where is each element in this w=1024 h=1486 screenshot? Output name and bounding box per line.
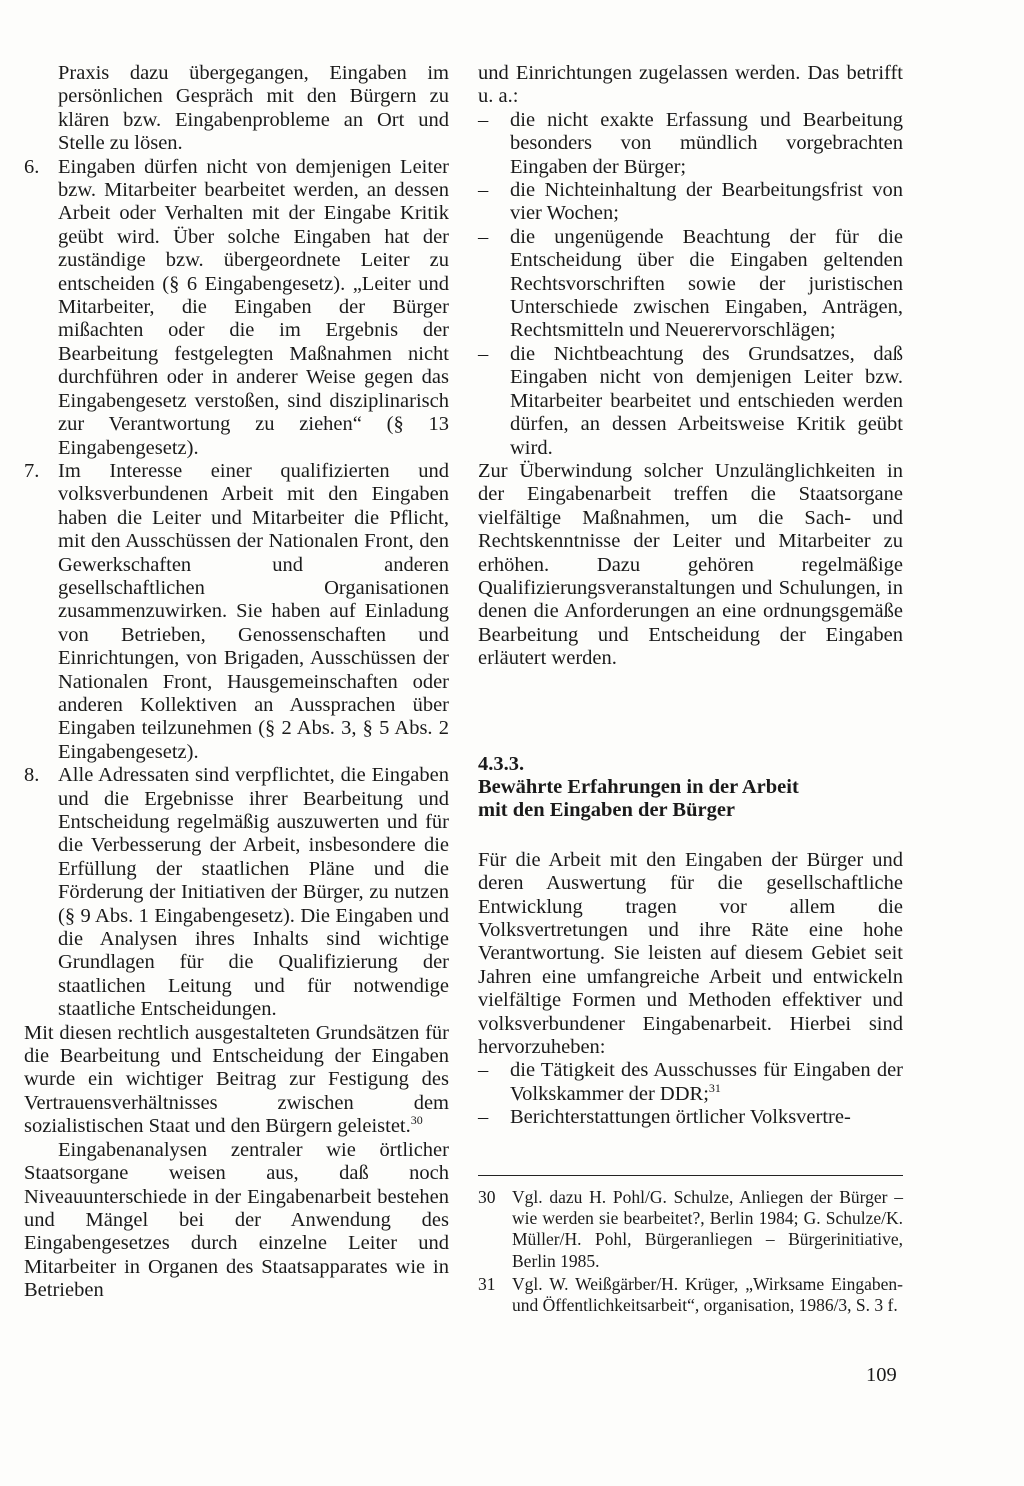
dash-mark: – [478,108,489,131]
section-number: 4.3.3. [478,752,525,775]
footnote-ref[interactable]: 31 [708,1080,721,1095]
continued-text: Praxis dazu übergegangen, Eingaben im persönlichen Gespräch mit den Bürgern zu klären bzw. Eingabenprobleme an Ort und Stelle zu lösen. [58,62,449,155]
list-item [478,179,903,226]
list-item-number: 6. [24,155,40,178]
list-item [478,226,903,343]
list-item [24,156,449,460]
list-item-text: die Nichtbeachtung des Grundsatzes, daß Eingaben nicht von demjenigen Leiter bzw. Mitarbeiter bearbeitet und entschieden werden dürfen, an dessen Arbeitsweise Kritik geübt wird. [510,342,903,459]
footnote-number: 31 [478,1273,496,1294]
footnote-text: Vgl. dazu H. Pohl/G. Schulze, Anliegen der Bürger – wie werden sie bearbeitet?, Berlin 1984; G. Schulze/K. Müller/H. Pohl, Bürgeranliegen – Bürgerinitiative, Berlin 1985. [512,1187,903,1271]
section-title-line: Bewährte Erfahrungen in der Arbeit [478,775,799,798]
continued-text: und Einrichtungen zugelassen werden. Das betrifft u. a.: [478,62,903,108]
footnote [478,1274,903,1316]
list-item-number: 7. [24,459,40,482]
paragraph-text: Mit diesen rechtlich ausgestalteten Grundsätzen für die Bearbeitung und Entscheidung der Eingaben wurde ein wichtiger Beitrag zur Festigung des Vertrauensverhältnisses zwischen dem sozialistischen Staat und den Bürgern geleistet. [24,1021,449,1138]
paragraph [24,1022,449,1139]
page-number: 109 [866,1364,897,1386]
dash-mark: – [478,1059,489,1082]
footnote [478,1187,903,1272]
footnote-number: 30 [478,1187,496,1207]
list-item-text: Alle Adressaten sind verpflichtet, die Eingaben und die Ergebnisse ihrer Bearbeitung und Entscheidung regelmäßig auszuwerten und für die Verbesserung der Arbeit, insbesondere die Erfüllung der staatlichen Pläne und die Förderung der Initiativen der Bürger, zu nutzen (§ 9 Abs. 1 Eingabengesetz). Die Eingaben und die Analysen ihres Inhalts sind wichtige Grundlagen für die Qualifizierung der staatlichen Leitung und für notwendige staatliche Entscheidungen. [58,764,449,1021]
paragraph: Eingabenanalysen zentraler wie örtlicher Staatsorgane weisen aus, daß noch Niveauunterschiede in der Eingabenarbeit bestehen und Mängel bei der Anwendung des Eingabengesetzes durch einzelne Leiter und Mitarbeiter in Organen des Staatsapparates wie in Betrieben [24,1138,449,1302]
paragraph: Zur Überwindung solcher Unzulänglichkeiten in der Eingabenarbeit treffen die Staatsorgane vielfältige Maßnahmen, um die Sach- und Rechtskenntnisse der Leiter und Mitarbeiter zu erhöhen. Dazu gehören regelmäßige Qualifizierungsveranstaltungen und Schulungen, in denen die Anforderungen an eine ordnungsgemäße Bearbeitung und Entscheidung der Eingaben erläutert werden. [478,459,903,670]
dash-mark: – [478,179,489,202]
list-item [478,343,903,460]
spacer [478,823,903,849]
footnote-text: Vgl. W. Weißgärber/H. Krüger, „Wirksame Eingaben- und Öffentlichkeitsarbeit“, organisation, 1986/3, S. 3 f. [512,1273,903,1316]
section-title [478,776,903,823]
footnotes [478,1187,903,1318]
list-item-text: Eingaben dürfen nicht von demjenigen Leiter bzw. Mitarbeiter bearbeitet werden, an dessen Arbeit oder Verhalten mit der Eingabe Kritik geübt wird. Über solche Eingaben hat der zuständige bzw. übergeordnete Leiter zu entscheiden (§ 6 Eingabengesetz). „Leiter und Mitarbeiter, die Eingaben der Bürger mißachten oder die im Ergebnis der Bearbeitung festgelegten Maßnahmen nicht durchführen oder in anderer Weise gegen das Eingabengesetz verstoßen, sind disziplinarisch zur Verantwortung zu ziehen“ (§ 13 Eingabengesetz). [58,155,449,459]
dash-mark: – [478,342,489,365]
list-item [478,1106,903,1129]
list-item-text: Berichterstattungen örtlicher Volksvertre- [510,1106,851,1129]
list-item [24,460,449,764]
list-item-text: die ungenügende Beachtung der für die Entscheidung über die Eingaben geltenden Rechtsvorschriften sowie der juristischen Unterschiede zwischen Eingaben, Anträgen, Rechtsmitteln und Neuerervorschlägen; [510,225,903,342]
right-column [478,62,903,1130]
list-item-text: die Nichteinhaltung der Bearbeitungsfrist von vier Wochen; [510,179,903,225]
footnote-ref[interactable]: 30 [410,1113,423,1128]
spacer [478,671,903,753]
section-title-line: mit den Eingaben der Bürger [478,799,736,822]
list-item [478,109,903,179]
left-column [24,62,449,1303]
dash-mark: – [478,225,489,248]
list-item-text: die nicht exakte Erfassung und Bearbeitung besonders von mündlich vorgebrachten Eingaben der Bürger; [510,108,903,178]
footnote-divider [478,1175,903,1176]
dash-mark: – [478,1106,489,1129]
list-item [478,1059,903,1106]
list-item-number: 8. [24,764,40,787]
paragraph: Für die Arbeit mit den Eingaben der Bürger und deren Auswertung für die gesellschaftliche Entwicklung tragen vor allem die Volksvertretungen und ihre Räte eine hohe Verantwortung. Sie leisten auf diesem Gebiet seit Jahren eine umfangreiche Arbeit und entwickeln vielfältige Formen und Methoden effektiver und volksverbundener Eingabenarbeit. Hierbei sind hervorzuheben: [478,848,903,1059]
list-item-text: Im Interesse einer qualifizierten und volksverbundenen Arbeit mit den Eingaben haben die Leiter und Mitarbeiter die Pflicht, mit den Ausschüssen der Nationalen Front, den Gewerkschaften und anderen gesellschaftlichen Organisationen zusammenzuwirken. Sie haben auf Einladung von Betrieben, Genossenschaften und Einrichtungen, von Brigaden, Ausschüssen der Nationalen Front, Hausgemeinschaften oder anderen Kollektiven an Aussprachen über Eingaben teilzunehmen (§ 2 Abs. 3, § 5 Abs. 2 Eingabengesetz). [58,459,449,763]
list-item [24,764,449,1021]
list-item-text: die Tätigkeit des Ausschusses für Eingaben der Volkskammer der DDR; [510,1059,903,1105]
